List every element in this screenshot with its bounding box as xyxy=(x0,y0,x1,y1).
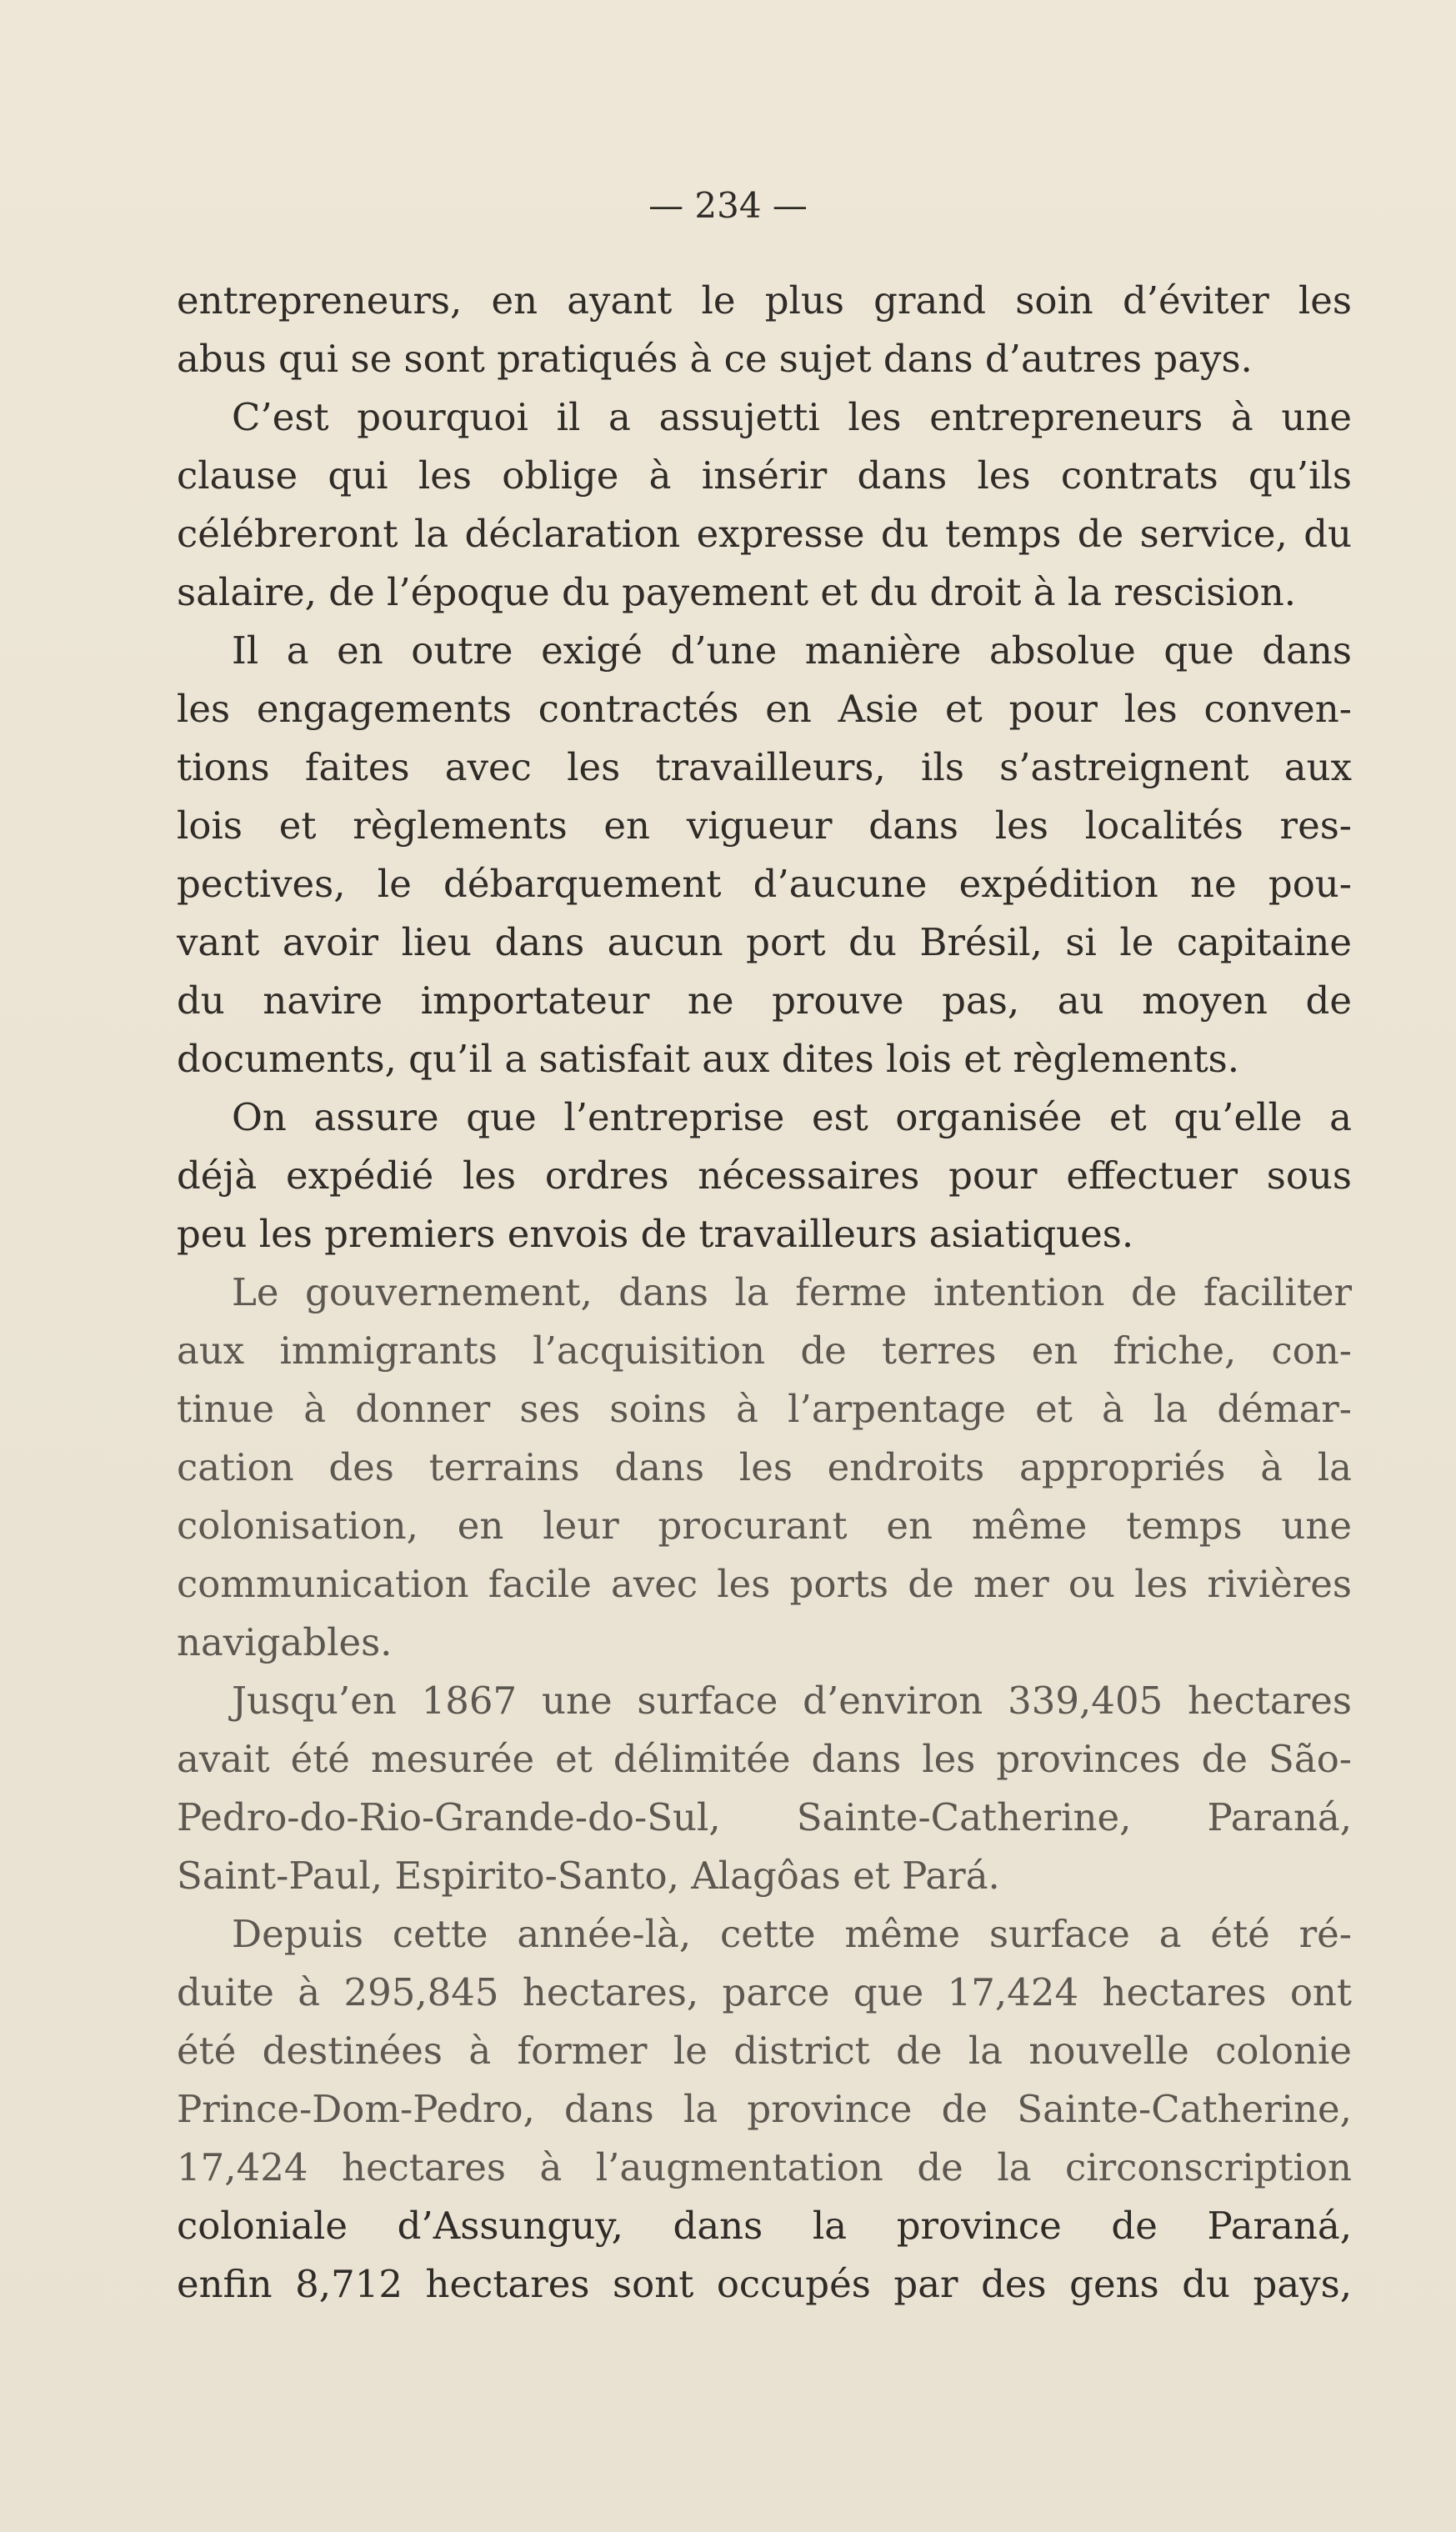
text-line: clause qui les oblige à insérir dans les contrats qu’ils xyxy=(177,453,1352,498)
text-line: abus qui se sont pratiqués à ce sujet dans d’autres pays. xyxy=(177,337,1253,381)
text-line: On assure que l’entreprise est organisée et qu’elle a xyxy=(232,1095,1352,1139)
text-line: Le gouvernement, dans la ferme intention de faciliter xyxy=(232,1270,1352,1314)
text-line: C’est pourquoi il a assujetti les entrepreneurs à une xyxy=(232,395,1352,439)
text-line: avait été mesurée et délimitée dans les provinces de São- xyxy=(177,1737,1352,1781)
text-line: aux immigrants l’acquisition de terres en friche, con- xyxy=(177,1329,1352,1373)
text-line: Depuis cette année-là, cette même surface a été ré- xyxy=(232,1912,1352,1956)
text-line: célébreront la déclaration expresse du temps de service, du xyxy=(177,512,1352,556)
text-line: communication facile avec les ports de mer ou les rivières xyxy=(177,1562,1352,1606)
text-line: Pedro-do-Rio-Grande-do-Sul, Sainte-Catherine, Paraná, xyxy=(177,1795,1352,1839)
text-line: été destinées à former le district de la nouvelle colonie xyxy=(177,2029,1352,2073)
text-line: duite à 295,845 hectares, parce que 17,424 hectares ont xyxy=(177,1970,1352,2014)
text-line: peu les premiers envois de travailleurs asiatiques. xyxy=(177,1212,1134,1256)
text-line: du navire importateur ne prouve pas, au moyen de xyxy=(177,978,1352,1023)
text-line: Saint-Paul, Espirito-Santo, Alagôas et Pará. xyxy=(177,1854,1000,1898)
text-line: déjà expédié les ordres nécessaires pour effectuer sous xyxy=(177,1153,1352,1198)
text-line: cation des terrains dans les endroits appropriés à la xyxy=(177,1445,1352,1489)
text-line: documents, qu’il a satisfait aux dites lois et règlements. xyxy=(177,1037,1240,1081)
text-line: les engagements contractés en Asie et pour les conven- xyxy=(177,687,1352,731)
page-number: — 234 — xyxy=(648,185,808,226)
text-line: entrepreneurs, en ayant le plus grand soin d’éviter les xyxy=(177,278,1352,323)
text-line: navigables. xyxy=(177,1620,393,1664)
text-line: colonisation, en leur procurant en même temps une xyxy=(177,1504,1352,1548)
text-line: Jusqu’en 1867 une surface d’environ 339,405 hectares xyxy=(232,1679,1352,1723)
text-line: 17,424 hectares à l’augmentation de la circonscription xyxy=(177,2145,1352,2189)
text-line: Il a en outre exigé d’une manière absolue que dans xyxy=(232,628,1352,673)
body-text xyxy=(177,272,1352,2314)
text-line: tinue à donner ses soins à l’arpentage et à la démar- xyxy=(177,1387,1352,1431)
text-line: Prince-Dom-Pedro, dans la province de Sainte-Catherine, xyxy=(177,2087,1352,2131)
text-line: vant avoir lieu dans aucun port du Brésil, si le capitaine xyxy=(177,920,1352,964)
text-line: pectives, le débarquement d’aucune expédition ne pou- xyxy=(177,862,1352,906)
text-line: lois et règlements en vigueur dans les localités res- xyxy=(177,803,1352,848)
text-line: enfin 8,712 hectares sont occupés par des gens du pays, xyxy=(177,2262,1352,2306)
text-line: tions faites avec les travailleurs, ils s’astreignent aux xyxy=(177,745,1352,789)
text-line: salaire, de l’époque du payement et du droit à la rescision. xyxy=(177,570,1297,614)
text-line: coloniale d’Assunguy, dans la province de Paraná, xyxy=(177,2204,1352,2248)
